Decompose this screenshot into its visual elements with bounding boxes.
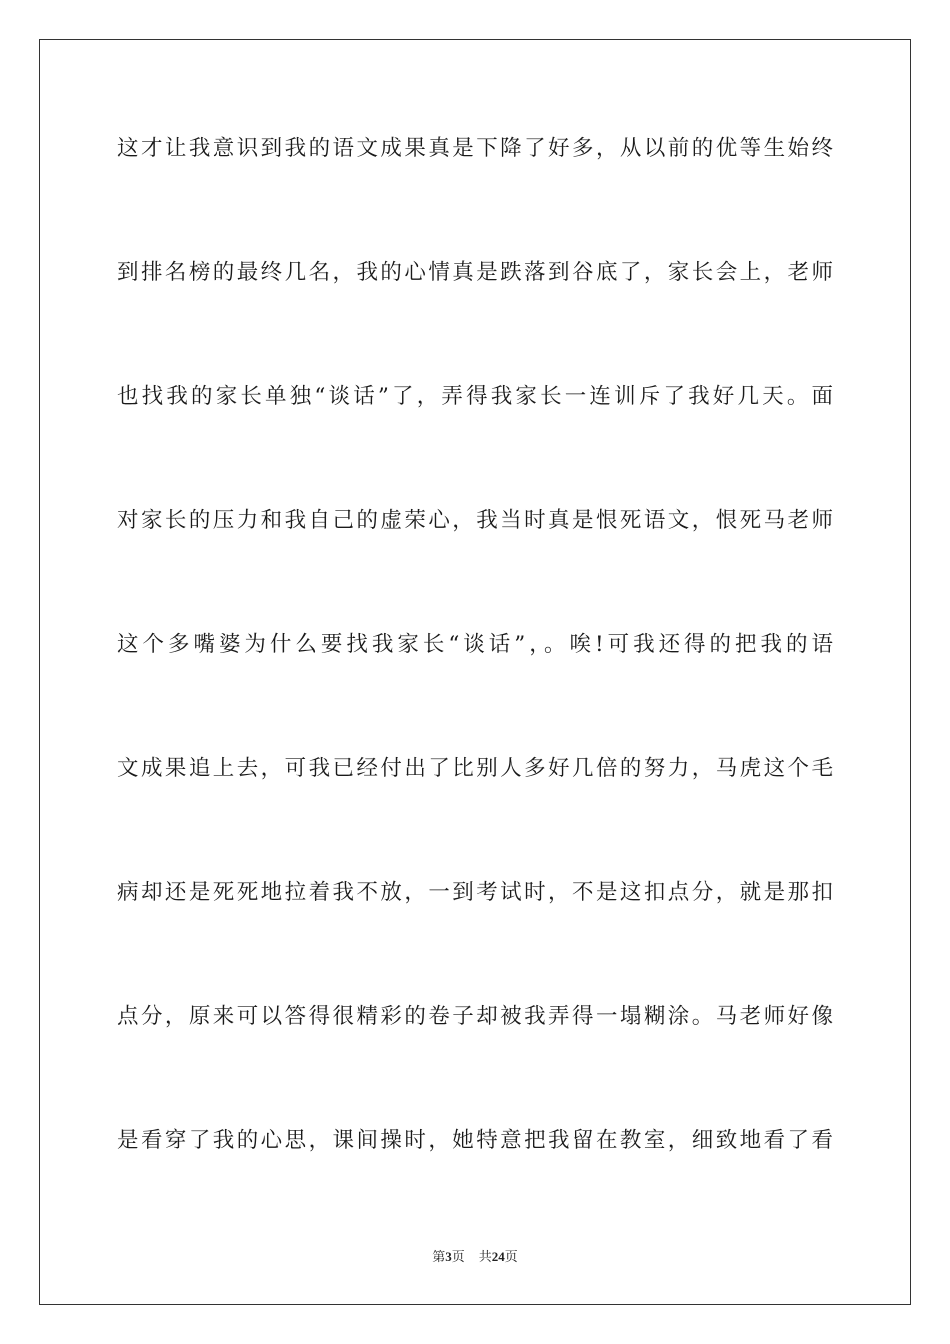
text-line: 这个多嘴婆为什么要找我家长“谈话”，。唉!可我还得的把我的语 [117, 632, 833, 657]
text-line: 是看穿了我的心思，课间操时，她特意把我留在教室，细致地看了看 [117, 1128, 833, 1153]
page-prefix: 第 [432, 1250, 446, 1265]
total-suffix: 页 [504, 1250, 518, 1265]
page-footer [0, 1246, 950, 1265]
page-number: 3 [445, 1249, 452, 1264]
document-body [117, 128, 833, 1244]
page-suffix: 页 [451, 1250, 465, 1265]
text-line: 这才让我意识到我的语文成果真是下降了好多，从以前的优等生始终 [117, 136, 833, 161]
text-line: 病却还是死死地拉着我不放，一到考试时，不是这扣点分，就是那扣 [117, 880, 833, 905]
total-pages: 24 [491, 1249, 505, 1264]
text-line: 到排名榜的最终几名，我的心情真是跌落到谷底了，家长会上，老师 [117, 260, 833, 285]
text-line: 也找我的家长单独“谈话”了，弄得我家长一连训斥了我好几天。面 [117, 384, 833, 409]
text-line: 文成果追上去，可我已经付出了比别人多好几倍的努力，马虎这个毛 [117, 756, 833, 781]
total-prefix: 共 [478, 1250, 492, 1265]
text-line: 对家长的压力和我自己的虚荣心，我当时真是恨死语文，恨死马老师 [117, 508, 833, 533]
text-line: 点分，原来可以答得很精彩的卷子却被我弄得一塌糊涂。马老师好像 [117, 1004, 833, 1029]
